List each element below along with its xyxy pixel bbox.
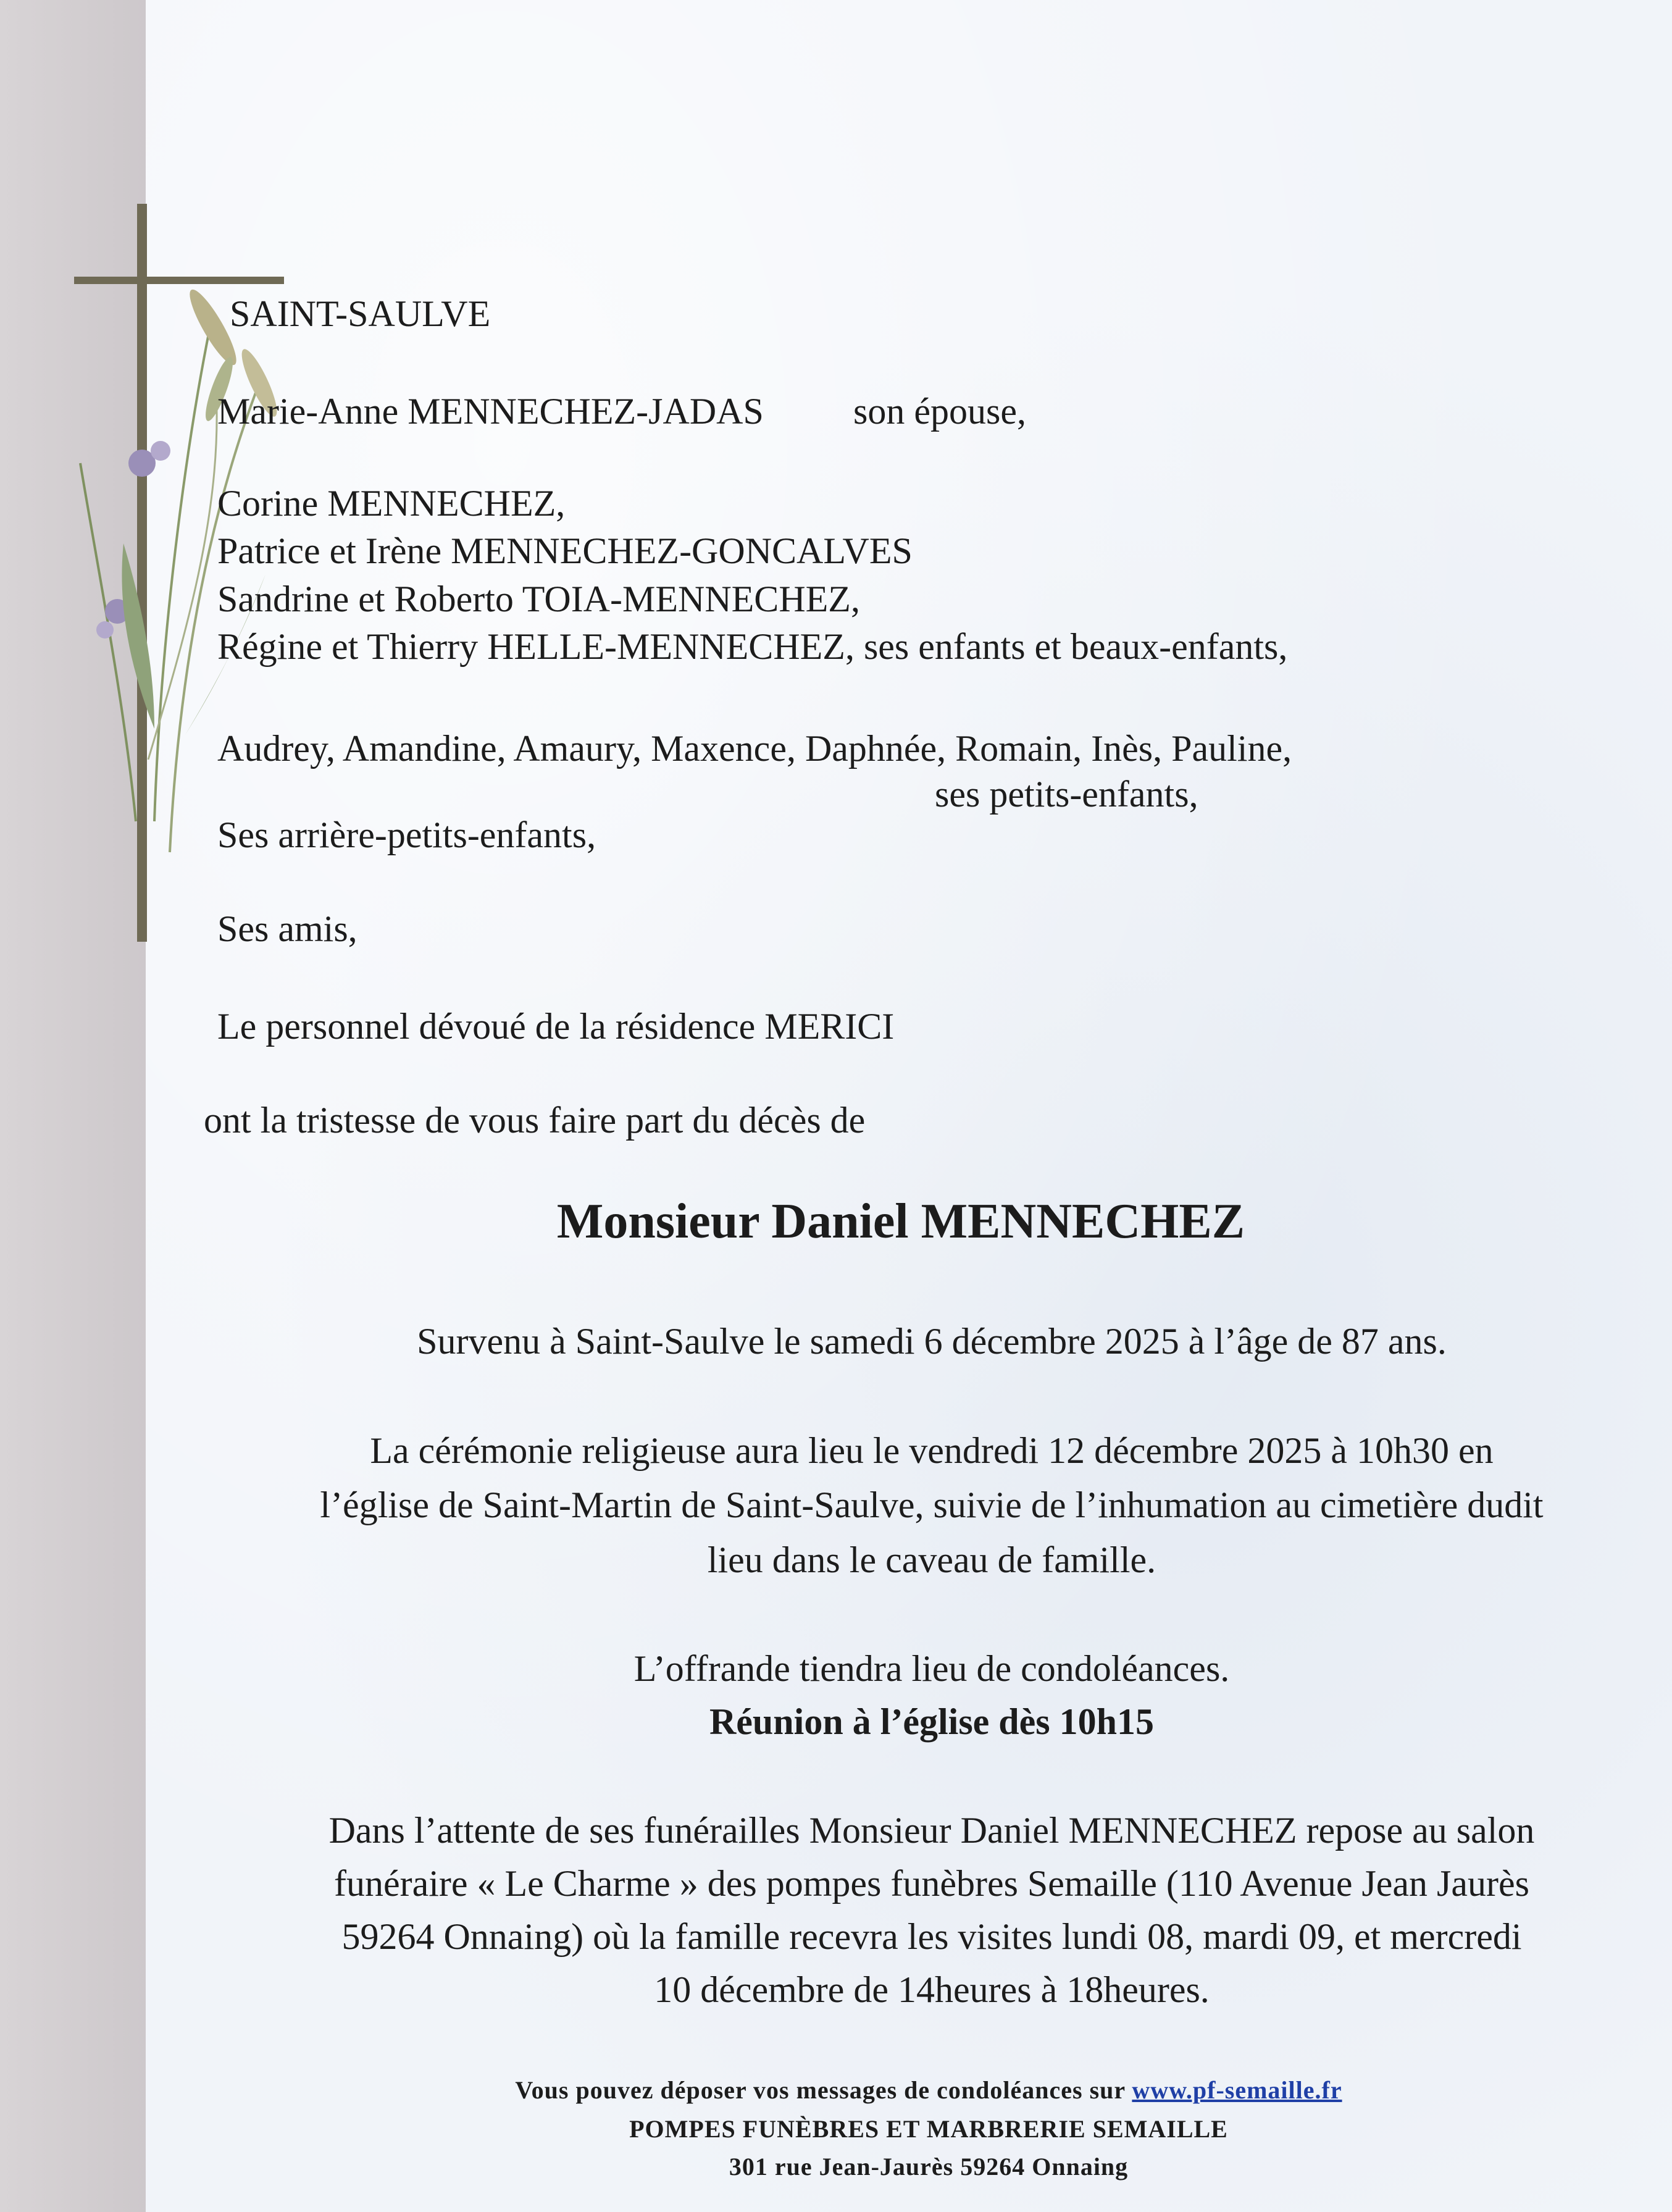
ceremony-line-3: lieu dans le caveau de famille. [707, 1540, 1156, 1580]
child-line-2: Patrice et Irène MENNECHEZ-GONCALVES [217, 530, 913, 571]
staff-line: Le personnel dévoué de la résidence MERICI [217, 1006, 895, 1047]
great-grandchildren-line: Ses arrière-petits-enfants, [217, 815, 596, 855]
place-heading: SAINT-SAULVE [230, 293, 491, 334]
child-line-1: Corine MENNECHEZ, [217, 483, 566, 524]
offering-line: L’offrande tiendra lieu de condoléances. [633, 1648, 1230, 1689]
visit-line-3: 59264 Onnaing) où la famille recevra les visites lundi 08, mardi 09, et mercredi [341, 1916, 1522, 1957]
announcement-line: ont la tristesse de vous faire part du décès de [204, 1100, 866, 1141]
deceased-name: Monsieur Daniel MENNECHEZ [556, 1194, 1245, 1249]
visit-line-2: funéraire « Le Charme » des pompes funèbres Semaille (110 Avenue Jean Jaurès [334, 1863, 1529, 1904]
grandchildren-names: Audrey, Amandine, Amaury, Maxence, Daphnée, Romain, Inès, Pauline, [217, 728, 1292, 769]
meeting-line: Réunion à l’église dès 10h15 [709, 1701, 1155, 1742]
spouse-name: Marie-Anne MENNECHEZ-JADAS [217, 391, 764, 432]
footer-address: 301 rue Jean-Jaurès 59264 Onnaing [729, 2153, 1129, 2181]
footer-message-prefix: Vous pouvez déposer vos messages de condoléances sur [515, 2076, 1126, 2104]
spouse-relation: son épouse, [853, 391, 1026, 432]
visit-line-1: Dans l’attente de ses funérailles Monsieur Daniel MENNECHEZ repose au salon [328, 1810, 1535, 1851]
footer-company: POMPES FUNÈBRES ET MARBRERIE SEMAILLE [629, 2115, 1228, 2143]
friends-line: Ses amis, [217, 908, 357, 949]
grandchildren-relation: ses petits-enfants, [935, 774, 1198, 815]
ceremony-line-1: La cérémonie religieuse aura lieu le vendredi 12 décembre 2025 à 10h30 en [370, 1430, 1494, 1471]
website-link[interactable]: www.pf-semaille.fr [1132, 2076, 1342, 2104]
footer-message [93, 2078, 1672, 2103]
death-info-line: Survenu à Saint-Saulve le samedi 6 décembre 2025 à l’âge de 87 ans. [417, 1321, 1447, 1362]
ceremony-line-2: l’église de Saint-Martin de Saint-Saulve, suivie de l’inhumation au cimetière dudit [320, 1485, 1544, 1525]
visit-line-4: 10 décembre de 14heures à 18heures. [654, 1969, 1210, 2010]
child-line-3: Sandrine et Roberto TOIA-MENNECHEZ, [217, 579, 860, 619]
child-line-4: Régine et Thierry HELLE-MENNECHEZ, ses enfants et beaux-enfants, [217, 626, 1288, 667]
